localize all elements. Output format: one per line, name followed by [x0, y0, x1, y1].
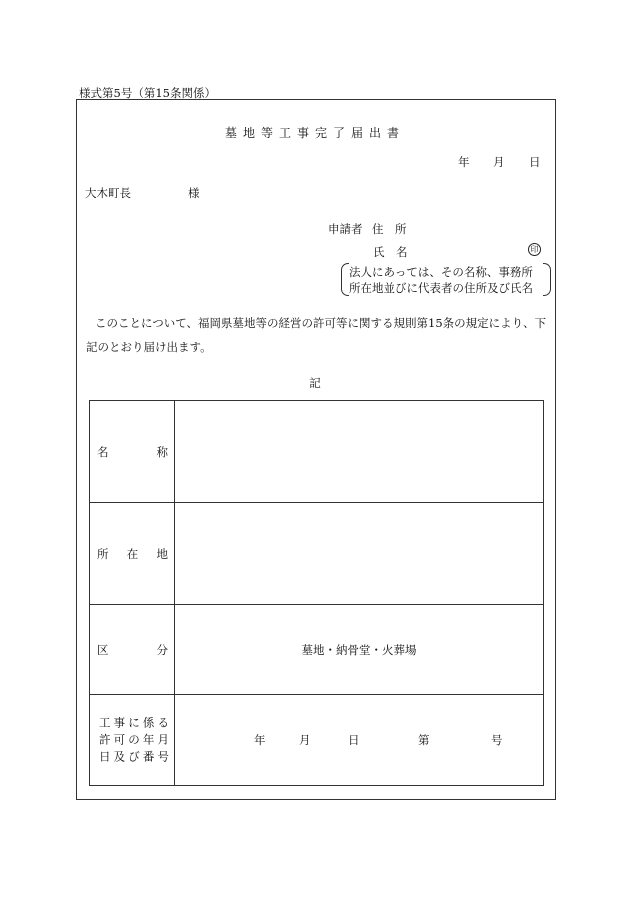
label-cell-location — [90, 503, 175, 605]
body-text-line1: このことについて、福岡県墓地等の経営の許可等に関する規則第15条の規定により、下 — [95, 316, 547, 330]
addressee-name: 大木町長 — [85, 186, 131, 200]
category-options: 墓地・納骨堂・火葬場 — [301, 642, 417, 657]
category-value-field[interactable] — [175, 605, 544, 695]
label-cell-permit — [90, 695, 175, 786]
label-char: 在 — [126, 546, 139, 561]
permit-value-field[interactable] — [175, 695, 544, 786]
ki-heading: 記 — [309, 376, 321, 390]
label-char: の — [128, 732, 140, 747]
addressee-honorific: 様 — [188, 186, 200, 200]
label-char: び — [128, 749, 140, 764]
corporate-note-line2: 所在地並びに代表者の住所及び氏名 — [349, 281, 533, 295]
document-title: 墓地等工事完了届出書 — [224, 126, 405, 140]
note-bracket-left — [341, 263, 349, 296]
name-value-field[interactable] — [175, 401, 544, 503]
date-day: 日 — [529, 155, 541, 169]
seal-mark: 印 — [528, 243, 541, 256]
date-month: 月 — [493, 155, 505, 169]
label-char: 称 — [156, 444, 168, 459]
label-char: 可 — [113, 732, 126, 747]
applicant-label: 申請者 — [328, 222, 363, 236]
label-char: 月 — [157, 732, 169, 747]
name-label: 氏 名 — [373, 245, 408, 259]
label-char: 日 — [99, 749, 111, 764]
table-row-permit — [90, 695, 544, 786]
note-bracket-right — [543, 263, 551, 296]
permit-month: 月 — [299, 733, 311, 747]
label-char: 及 — [113, 749, 126, 764]
permit-dai: 第 — [418, 733, 430, 747]
corporate-note-line1: 法人にあっては、その名称、事務所 — [349, 265, 533, 279]
detail-table — [89, 400, 544, 786]
label-char: 所 — [97, 546, 109, 561]
table-row-name — [90, 401, 544, 503]
label-char: 番 — [142, 749, 155, 764]
label-char: 係 — [142, 715, 155, 730]
permit-year: 年 — [254, 733, 266, 747]
label-char: る — [157, 715, 169, 730]
label-cell-name — [90, 401, 175, 503]
label-char: に — [128, 715, 140, 730]
date-year: 年 — [458, 155, 470, 169]
form-number-label: 様式第5号（第15条関係） — [79, 86, 216, 100]
body-text-line2: 記のとおり届け出ます。 — [86, 340, 212, 354]
permit-go: 号 — [491, 733, 503, 747]
label-char: 工 — [99, 715, 111, 730]
label-cell-category — [90, 605, 175, 695]
permit-day: 日 — [348, 733, 360, 747]
label-char: 事 — [113, 715, 126, 730]
label-char: 地 — [156, 546, 168, 561]
address-label: 住 所 — [372, 222, 407, 236]
label-char: 区 — [97, 642, 109, 657]
table-row-category — [90, 605, 544, 695]
label-char: 許 — [99, 732, 111, 747]
label-char: 名 — [97, 444, 109, 459]
label-char: 年 — [142, 732, 155, 747]
table-row-location — [90, 503, 544, 605]
location-value-field[interactable] — [175, 503, 544, 605]
label-char: 分 — [156, 642, 168, 657]
label-char: 号 — [157, 749, 169, 764]
